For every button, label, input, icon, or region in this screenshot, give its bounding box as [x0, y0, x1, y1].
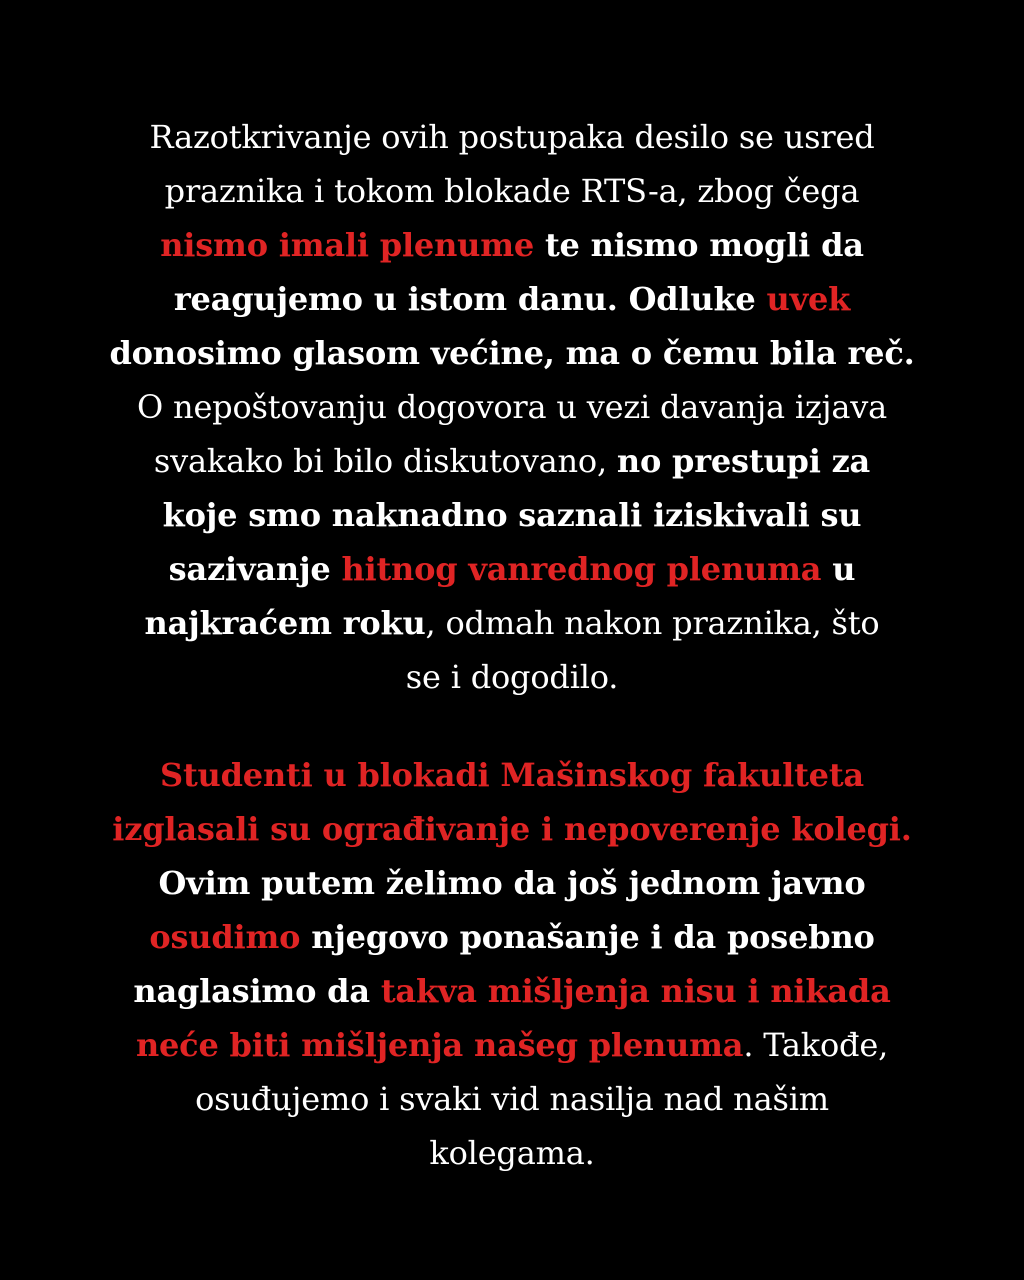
text-segment: koje smo naknadno saznali iziskivali su: [162, 496, 862, 534]
text-line: [60, 1126, 964, 1180]
text-segment: njegovo ponašanje i da posebno: [300, 918, 875, 956]
text-segment: sazivanje: [168, 550, 342, 588]
text-line: [60, 1018, 964, 1072]
highlighted-text: Studenti u blokadi Mašinskog fakulteta: [160, 756, 864, 794]
paragraph-1: [60, 110, 964, 704]
highlighted-text: izglasali su ograđivanje i nepoverenje kolegi.: [112, 810, 912, 848]
text-line: [60, 748, 964, 802]
text-segment: O nepoštovanju dogovora u vezi davanja izjava: [137, 388, 887, 426]
text-segment: Ovim putem želimo da još jednom javno: [158, 864, 866, 902]
text-segment: u: [821, 550, 856, 588]
text-segment: naglasimo da: [133, 972, 381, 1010]
text-line: [60, 964, 964, 1018]
text-line: [60, 380, 964, 434]
text-segment: . Takođe,: [743, 1026, 889, 1064]
text-line: [60, 434, 964, 488]
text-segment: najkraćem roku: [144, 604, 426, 642]
text-line: [60, 1072, 964, 1126]
text-segment: osuđujemo i svaki vid nasilja nad našim: [195, 1080, 829, 1118]
text-line: [60, 596, 964, 650]
text-line: [60, 110, 964, 164]
text-segment: se i dogodilo.: [405, 658, 619, 696]
text-line: [60, 488, 964, 542]
highlighted-text: neće biti mišljenja našeg plenuma: [135, 1026, 744, 1064]
highlighted-text: osudimo: [149, 918, 301, 956]
text-segment: reagujemo u istom danu. Odluke: [173, 280, 767, 318]
text-segment: donosimo glasom većine, ma o čemu bila reč.: [109, 334, 915, 372]
text-line: [60, 218, 964, 272]
text-line: [60, 802, 964, 856]
text-segment: , odmah nakon praznika, što: [425, 604, 880, 642]
paragraph-2: [60, 748, 964, 1180]
text-line: [60, 650, 964, 704]
text-segment: no prestupi za: [616, 442, 871, 480]
highlighted-text: nismo imali plenume: [160, 226, 535, 264]
text-line: [60, 272, 964, 326]
text-line: [60, 910, 964, 964]
highlighted-text: hitnog vanrednog plenuma: [341, 550, 822, 588]
highlighted-text: takva mišljenja nisu i nikada: [380, 972, 891, 1010]
text-segment: Razotkrivanje ovih postupaka desilo se usred: [149, 118, 875, 156]
text-line: [60, 856, 964, 910]
text-line: [60, 164, 964, 218]
text-line: [60, 542, 964, 596]
text-segment: te nismo mogli da: [534, 226, 864, 264]
text-line: [60, 326, 964, 380]
text-segment: svakako bi bilo diskutovano,: [153, 442, 617, 480]
text-segment: kolegama.: [429, 1134, 595, 1172]
highlighted-text: uvek: [766, 280, 851, 318]
text-segment: praznika i tokom blokade RTS-a, zbog čega: [164, 172, 860, 210]
